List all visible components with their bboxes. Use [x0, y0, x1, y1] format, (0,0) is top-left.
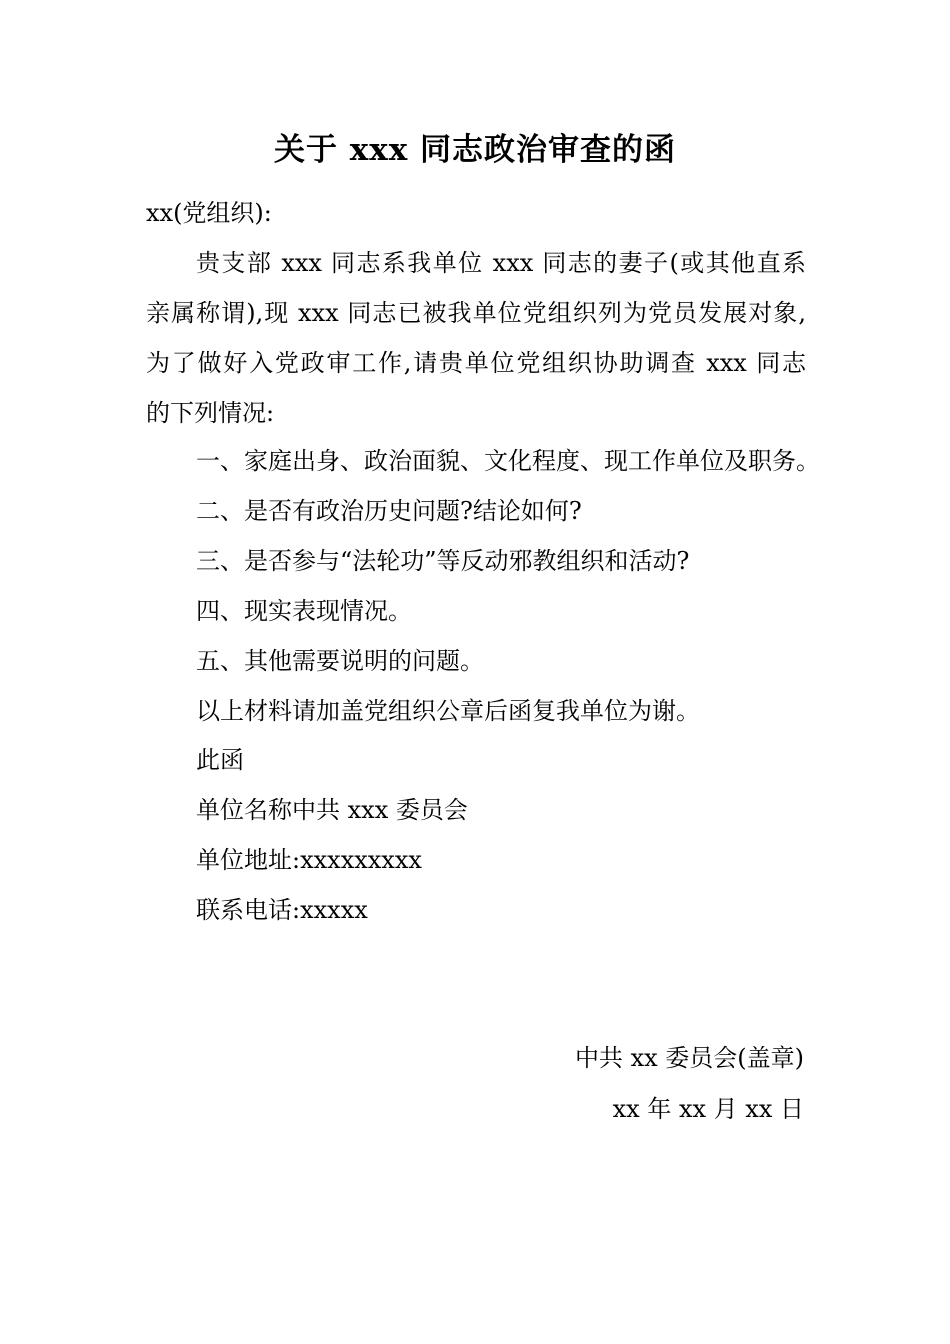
list-item: 一、家庭出身、政治面貌、文化程度、现工作单位及职务。 — [196, 447, 820, 475]
intro-row: 贵支部 xxx 同志系我单位 xxx 同志的妻子(或其他直系 — [196, 249, 806, 277]
signature: 中共 xx 委员会(盖章) — [574, 1044, 804, 1072]
list-item: 五、其他需要说明的问题。 — [196, 647, 484, 675]
intro-row: 亲属称谓),现 xxx 同志已被我单位党组织列为党员发展对象, — [146, 299, 806, 327]
list-item: 二、是否有政治历史问题?结论如何? — [196, 497, 582, 525]
salutation: xx(党组织): — [146, 199, 272, 227]
intro-row: 的下列情况: — [146, 399, 275, 427]
intro-paragraph — [146, 238, 806, 438]
closing-request: 以上材料请加盖党组织公章后函复我单位为谢。 — [196, 697, 700, 725]
list-item: 三、是否参与“法轮功”等反动邪教组织和活动? — [196, 547, 690, 575]
unit-name: 单位名称中共 xxx 委员会 — [196, 796, 468, 824]
unit-address: 单位地址:xxxxxxxxx — [196, 846, 422, 874]
intro-row: 为了做好入党政审工作,请贵单位党组织协助调查 xxx 同志 — [146, 349, 806, 377]
document-title: 关于 xxx 同志政治审查的函 — [273, 132, 677, 168]
closing: 此函 — [196, 746, 244, 774]
contact-phone: 联系电话:xxxxx — [196, 896, 368, 924]
document-date: xx 年 xx 月 xx 日 — [612, 1095, 804, 1123]
list-item: 四、现实表现情况。 — [196, 597, 412, 625]
